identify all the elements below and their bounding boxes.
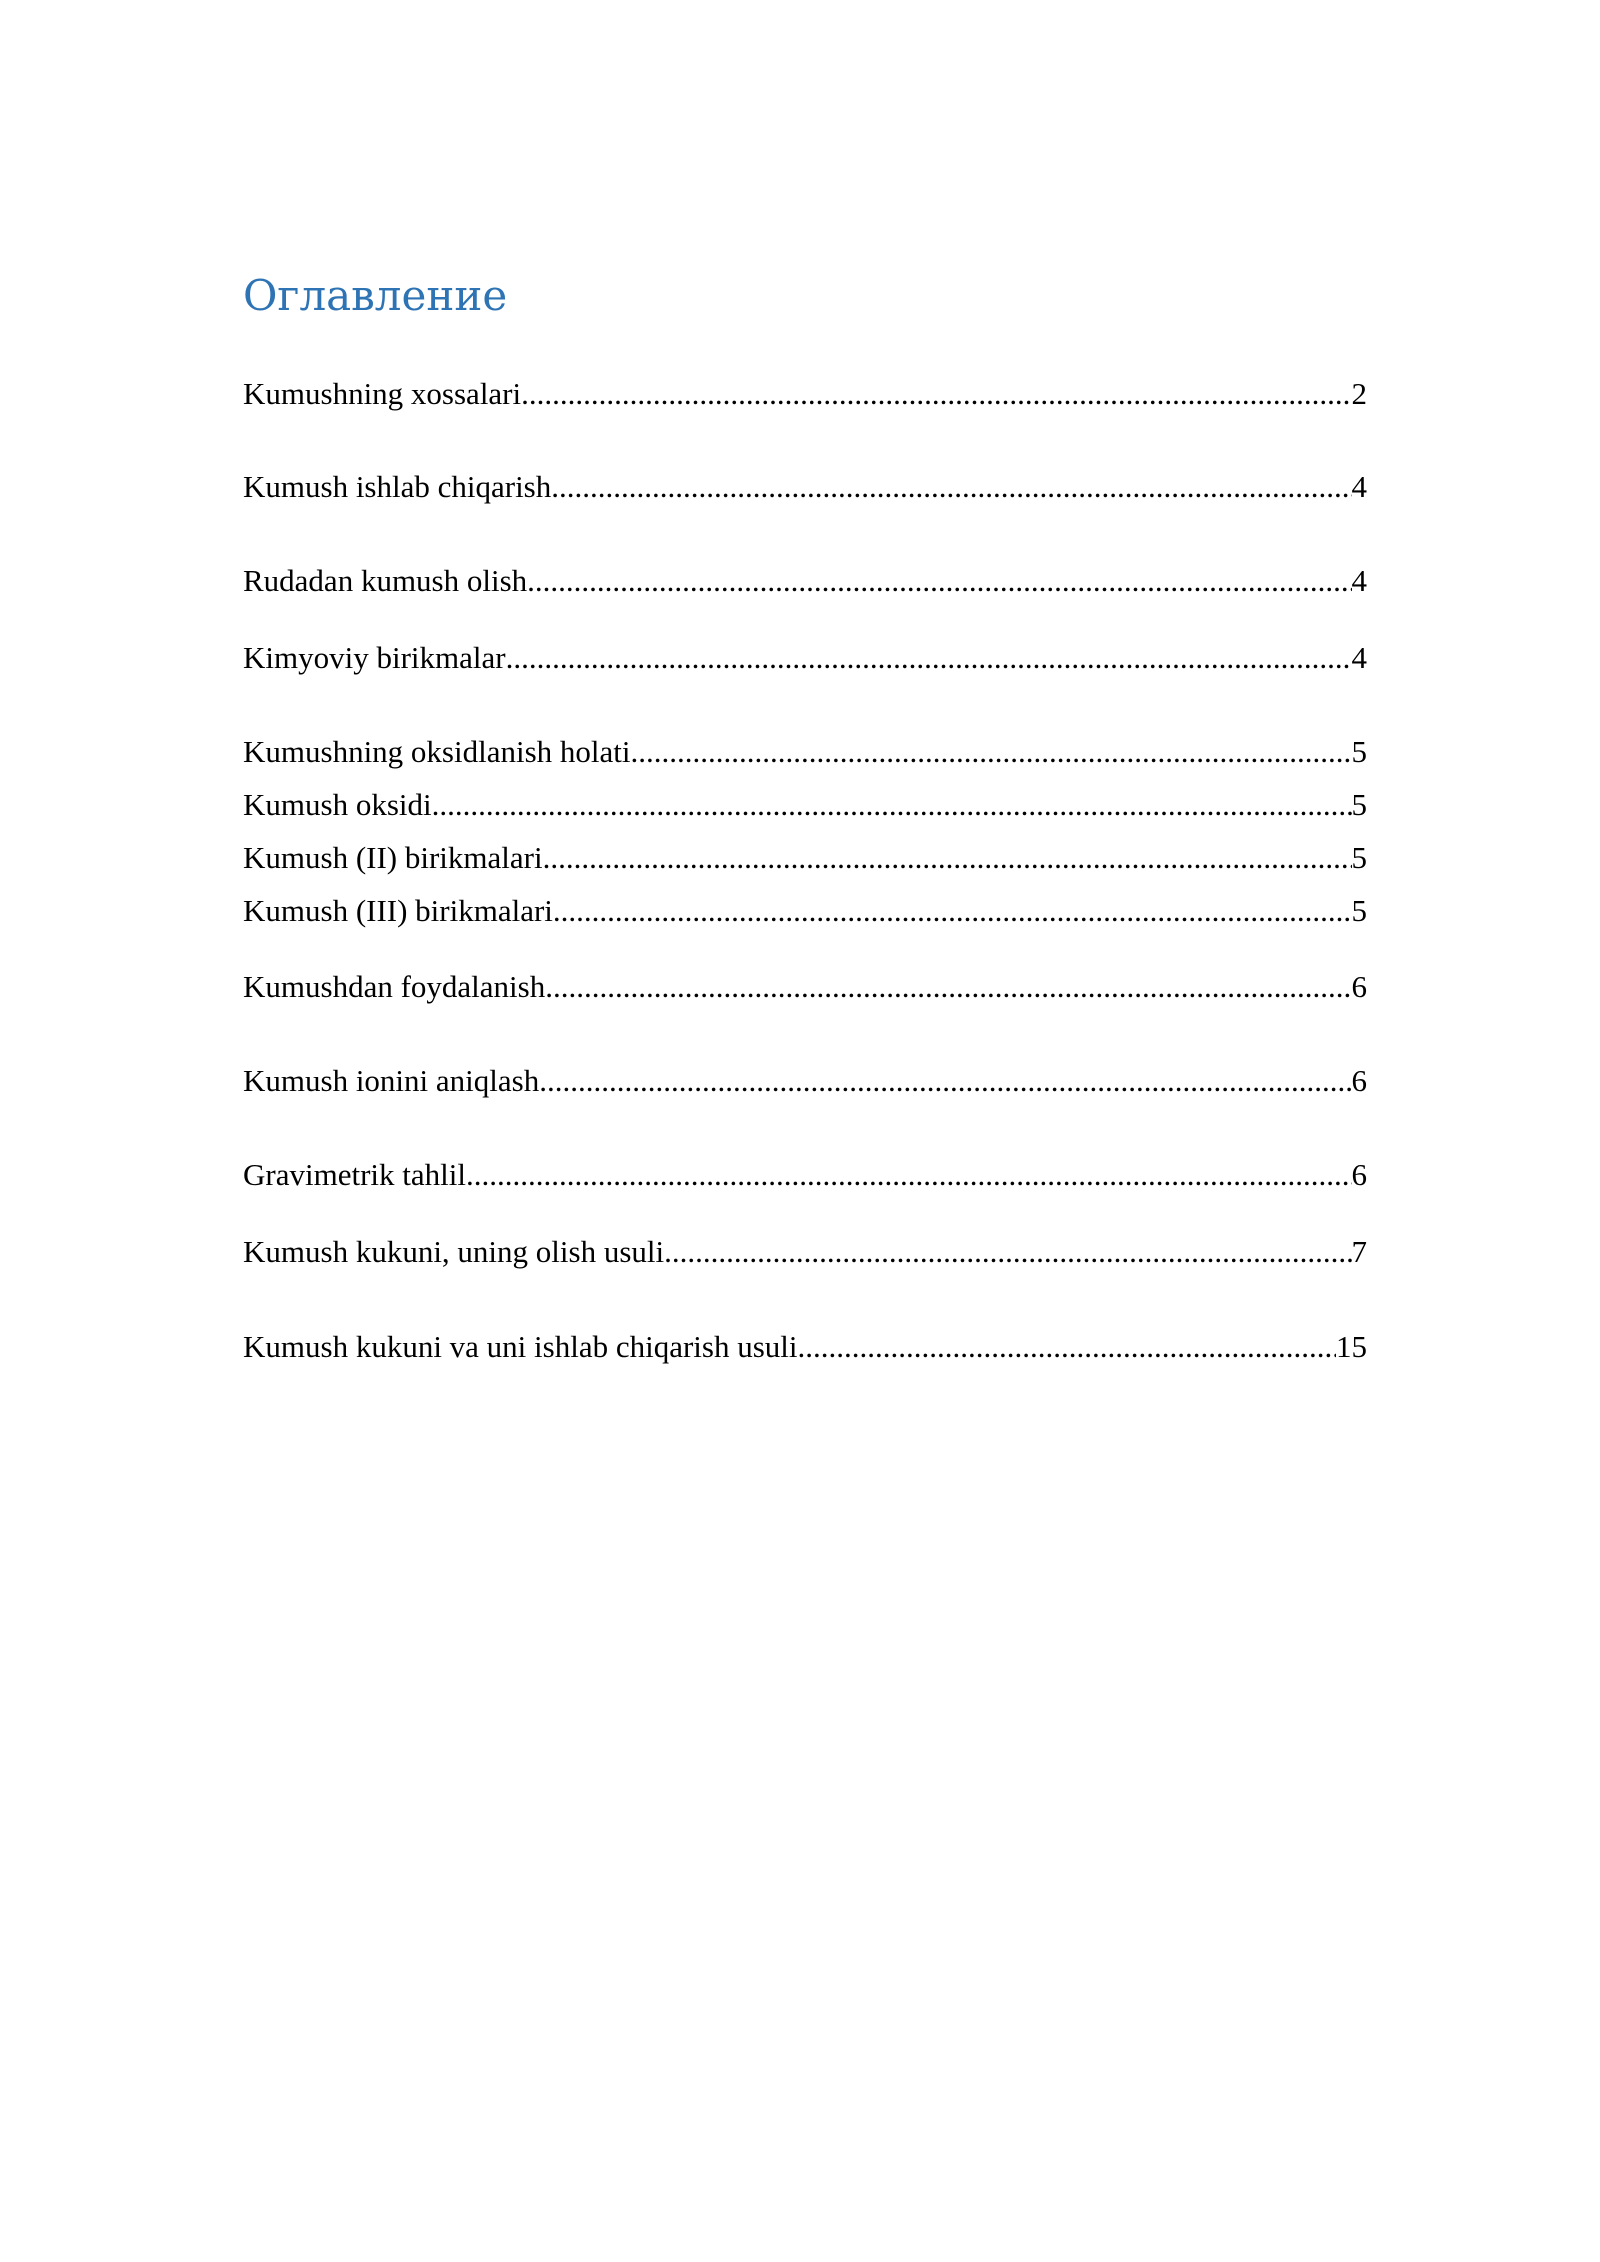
toc-entry-label: Kumush ionini aniqlash: [243, 1063, 540, 1098]
toc-entry[interactable]: [243, 1327, 1367, 1367]
toc-dot-leader: [553, 891, 1352, 931]
toc-entry-page: 6: [1351, 969, 1367, 1004]
toc-entry-page: 4: [1351, 563, 1367, 598]
toc-entry-label: Kumush (III) birikmalari: [243, 893, 553, 928]
toc-entry[interactable]: [243, 374, 1367, 414]
toc-entry-page: 2: [1351, 376, 1367, 411]
toc-dot-leader: [539, 1061, 1351, 1101]
toc-entry-label: Kumush ishlab chiqarish: [243, 469, 552, 504]
toc-dot-leader: [551, 467, 1351, 507]
toc-entry-page: 7: [1351, 1234, 1367, 1269]
toc-entry-label: Kimyoviy birikmalar: [243, 640, 506, 675]
toc-entry[interactable]: [243, 561, 1367, 601]
toc-entry[interactable]: [243, 732, 1367, 772]
toc-entry-label: Kumushning oksidlanish holati: [243, 734, 631, 769]
toc-entry[interactable]: [243, 785, 1367, 825]
toc-entry-label: Rudadan kumush olish: [243, 563, 528, 598]
toc-entry-page: 5: [1351, 893, 1367, 928]
toc-entry[interactable]: [243, 1061, 1367, 1101]
toc-entry-page: 5: [1351, 840, 1367, 875]
toc-dot-leader: [664, 1232, 1351, 1272]
toc-entry-label: Kumush (II) birikmalari: [243, 840, 543, 875]
toc-entry-page: 4: [1351, 469, 1367, 504]
toc-dot-leader: [466, 1155, 1352, 1195]
toc-entry[interactable]: [243, 838, 1367, 878]
toc-entry-page: 5: [1351, 787, 1367, 822]
toc-entry[interactable]: [243, 967, 1367, 1007]
toc-entry-page: 6: [1351, 1157, 1367, 1192]
toc-entry[interactable]: [243, 467, 1367, 507]
toc-entry[interactable]: [243, 1155, 1367, 1195]
toc-dot-leader: [432, 785, 1352, 825]
toc-entry-label: Kumush kukuni, uning olish usuli: [243, 1234, 665, 1269]
toc-title: Оглавление: [243, 271, 508, 320]
toc-entry[interactable]: [243, 1232, 1367, 1272]
toc-entry-label: Kumush kukuni va uni ishlab chiqarish usuli: [243, 1329, 798, 1364]
toc-entry-label: Kumushdan foydalanish: [243, 969, 546, 1004]
toc-dot-leader: [631, 732, 1352, 772]
toc-entry-page: 15: [1336, 1329, 1367, 1364]
toc-dot-leader: [798, 1327, 1336, 1367]
toc-entry[interactable]: [243, 891, 1367, 931]
toc-entry-label: Gravimetrik tahlil: [243, 1157, 466, 1192]
toc-entry[interactable]: [243, 638, 1367, 678]
toc-dot-leader: [527, 561, 1351, 601]
toc-entry-page: 5: [1351, 734, 1367, 769]
toc-dot-leader: [506, 638, 1352, 678]
toc-entry-page: 6: [1351, 1063, 1367, 1098]
toc-dot-leader: [545, 967, 1351, 1007]
toc-entry-page: 4: [1351, 640, 1367, 675]
toc-entry-label: Kumushning xossalari: [243, 376, 522, 411]
toc-dot-leader: [543, 838, 1352, 878]
toc-entry-label: Kumush oksidi: [243, 787, 432, 822]
toc-dot-leader: [521, 374, 1351, 414]
